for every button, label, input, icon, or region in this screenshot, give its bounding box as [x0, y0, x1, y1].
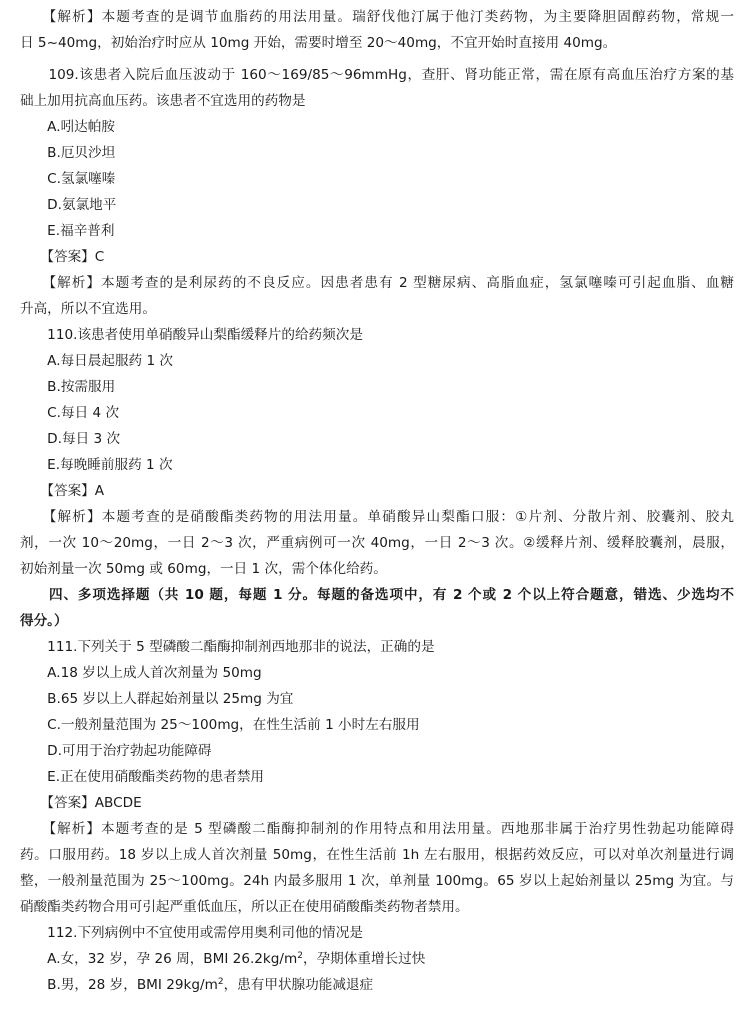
- analysis-109-line-2: 升高，所以不宜选用。: [20, 301, 156, 317]
- answer-111: 【答案】ABCDE: [20, 795, 142, 811]
- option-112-a: [20, 946, 734, 972]
- option-112-b-text: B.男，28 岁，BMI 29kg/m: [20, 977, 218, 993]
- option-110-a: A.每日晨起服药 1 次: [20, 353, 174, 369]
- option-112-a-text-end: ，孕期体重增长过快: [303, 951, 426, 967]
- analysis-111-line-4: 硝酸酯类药物合用可引起严重低血压，所以正在使用硝酸酯类药物者禁用。: [20, 899, 469, 915]
- option-109-c: C.氢氯噻嗪: [20, 171, 116, 187]
- analysis-111-line-2: 药。口服用药。18 岁以上成人首次剂量 50mg，在性生活前 1h 左右服用，根据药效反应，可以对单次剂量进行调: [20, 847, 734, 863]
- option-110-b: B.按需服用: [20, 379, 116, 395]
- option-112-b-superscript: 2: [217, 977, 224, 987]
- option-112-b: [20, 972, 734, 998]
- option-111-a: A.18 岁以上成人首次剂量为 50mg: [20, 665, 262, 681]
- section-heading-line-1: 四、多项选择题（共 10 题，每题 1 分。每题的备选项中，有 2 个或 2 个以上符合题意，错选、少选均不: [20, 587, 734, 603]
- analysis-111-line-3: 整，一般剂量范围为 25～100mg。24h 内最多服用 1 次，单剂量 100mg。65 岁以上起始剂量以 25mg 为宜。与: [20, 873, 734, 889]
- option-111-d: D.可用于治疗勃起功能障碍: [20, 743, 212, 759]
- analysis-110-line-3: 初始剂量一次 50mg 或 60mg，一日 1 次，需个体化给药。: [20, 561, 387, 577]
- option-109-d: D.氨氯地平: [20, 197, 117, 213]
- option-109-a: A.吲达帕胺: [20, 119, 115, 135]
- question-109-line-2: 础上加用抗高血压药。该患者不宜选用的药物是: [20, 93, 306, 109]
- analysis-111-line-1: 【解析】本题考查的是 5 型磷酸二酯酶抑制剂的作用特点和用法用量。西地那非属于治疗男性勃起功能障碍: [20, 821, 734, 837]
- question-110: 110.该患者使用单硝酸异山梨酯缓释片的给药频次是: [20, 327, 363, 343]
- question-112: 112.下列病例中不宜使用或需停用奥利司他的情况是: [20, 925, 363, 941]
- analysis-110-line-2: 剂，一次 10～20mg，一日 2～3 次，严重病例可一次 40mg，一日 2～3 次。②缓释片剂、缓释胶囊剂，晨服，: [20, 535, 734, 551]
- option-109-b: B.厄贝沙坦: [20, 145, 116, 161]
- analysis-108-line-1: 【解析】本题考查的是调节血脂药的用法用量。瑞舒伐他汀属于他汀类药物，为主要降胆固醇药物，常规一: [20, 9, 734, 25]
- option-112-a-text: A.女，32 岁，孕 26 周，BMI 26.2kg/m: [20, 951, 298, 967]
- option-112-b-text-end: ，患有甲状腺功能减退症: [223, 977, 374, 993]
- answer-110: 【答案】A: [20, 483, 105, 499]
- option-110-e: E.每晚睡前服药 1 次: [20, 457, 173, 473]
- option-111-e: E.正在使用硝酸酯类药物的患者禁用: [20, 769, 265, 785]
- analysis-110-line-1: 【解析】本题考查的是硝酸酯类药物的用法用量。单硝酸异山梨酯口服：①片剂、分散片剂、胶囊剂、胶丸: [20, 509, 734, 525]
- option-110-c: C.每日 4 次: [20, 405, 120, 421]
- option-111-b: B.65 岁以上人群起始剂量以 25mg 为宜: [20, 691, 294, 707]
- answer-109: 【答案】C: [20, 249, 105, 265]
- option-111-c: C.一般剂量范围为 25～100mg，在性生活前 1 小时左右服用: [20, 717, 420, 733]
- analysis-109-line-1: 【解析】本题考查的是利尿药的不良反应。因患者患有 2 型糖尿病、高脂血症，氢氯噻嗪可引起血脂、血糖: [20, 275, 734, 291]
- option-110-d: D.每日 3 次: [20, 431, 121, 447]
- question-109-line-1: 109.该患者入院后血压波动于 160～169/85～96mmHg，查肝、肾功能正常，需在原有高血压治疗方案的基: [20, 67, 734, 83]
- analysis-108-line-2: 日 5~40mg，初始治疗时应从 10mg 开始，需要时增至 20～40mg，不宜开始时直接用 40mg。: [20, 35, 617, 51]
- option-112-a-superscript: 2: [297, 951, 303, 961]
- option-109-e: E.福辛普利: [20, 223, 115, 239]
- question-111: 111.下列关于 5 型磷酸二酯酶抑制剂西地那非的说法，正确的是: [20, 639, 435, 655]
- section-heading-line-2: 得分。）: [20, 613, 68, 629]
